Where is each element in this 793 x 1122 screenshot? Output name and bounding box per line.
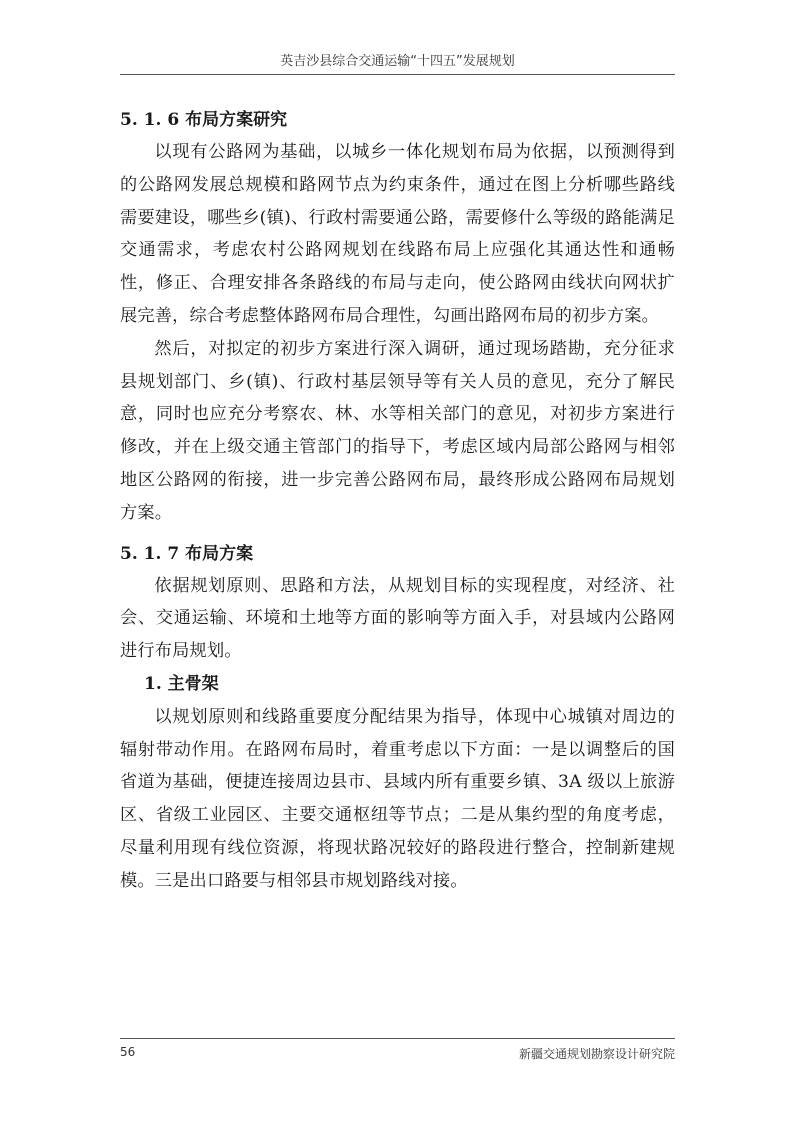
section-5-1-7	[120, 538, 675, 898]
section-5-1-6	[120, 104, 675, 530]
paragraph: 以现有公路网为基础，以城乡一体化规划布局为依据，以预测得到的公路网发展总规模和路网节点为约束条件，通过在图上分析哪些路线需要建设，哪些乡(镇)、行政村需要通公路，需要修什么等级的路能满足交通需求，考虑农村公路网规划在线路布局上应强化其通达性和通畅性，修正、合理安排各条路线的布局与走向，使公路网由线状向网状扩展完善，综合考虑整体路网布局合理性，勾画出路网布局的初步方案。	[120, 142, 675, 326]
page-body	[120, 104, 675, 898]
footer-divider	[120, 1038, 675, 1039]
section-heading: 5. 1. 7 布局方案	[120, 543, 254, 564]
organization-name: 新疆交通规划勘察设计研究院	[518, 1047, 675, 1061]
page-number: 56	[120, 1045, 136, 1059]
paragraph: 然后，对拟定的初步方案进行深入调研，通过现场踏勘，充分征求县规划部门、乡(镇)、行政村基层领导等有关人员的意见，充分了解民意，同时也应充分考察农、林、水等相关部门的意见，对初步方案进行修改，并在上级交通主管部门的指导下，考虑区域内局部公路网与相邻地区公路网的衔接，进一步完善公路网布局，最终形成公路网布局规划方案。	[120, 338, 675, 523]
running-header: 英吉沙县综合交通运输“十四五”发展规划	[280, 54, 515, 69]
header-divider	[120, 74, 675, 75]
section-heading: 5. 1. 6 布局方案研究	[120, 110, 288, 130]
subsection-heading: 1. 主骨架	[144, 673, 219, 694]
paragraph: 依据规划原则、思路和方法，从规划目标的实现程度，对经济、社会、交通运输、环境和土地等方面的影响等方面入手，对县域内公路网进行布局规划。	[120, 575, 675, 662]
paragraph: 以规划原则和线路重要度分配结果为指导，体现中心城镇对周边的辐射带动作用。在路网布局时，着重考虑以下方面：一是以调整后的国省道为基础，便捷连接周边县市、县域内所有重要乡镇、3A 级以上旅游区、省级工业园区、主要交通枢纽等节点；二是从集约型的角度考虑，尽量利用现有线位资源，将现状路况较好的路段进行整合，控制新建规模。三是出口路要与相邻县市规划路线对接。	[120, 706, 675, 891]
